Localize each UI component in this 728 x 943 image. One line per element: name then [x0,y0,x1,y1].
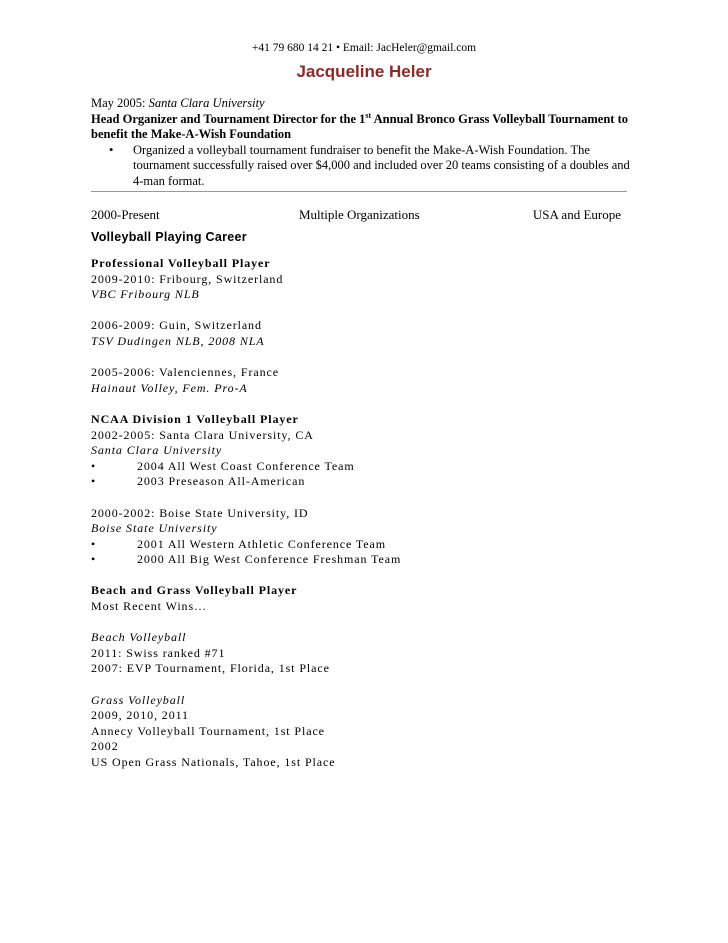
event-description: Organized a volleyball tournament fundraiser to benefit the Make-A-Wish Foundation. The tournament successfully raised over $4,000 and included over 20 teams consisting of a doubles and 4-man format. [133,142,630,188]
bullet-marker: • [109,142,114,157]
beach-title: Beach and Grass Volleyball Player [91,583,298,598]
event-bullet-item [109,143,631,190]
event-title: Head Organizer and Tournament Director for the 1st Annual Bronco Grass Volleyball Tournament to benefit the Make-A-Wish Foundation [91,110,628,141]
event-date-line [91,96,631,112]
list-item: • 2000 All Big West Conference Freshman Team [91,552,402,567]
pro-title: Professional Volleyball Player [91,256,271,270]
career-title: Volleyball Playing Career [91,230,247,244]
grass-years: 2009, 2010, 2011 [91,708,189,723]
grass-win: US Open Grass Nationals, Tahoe, 1st Place [91,755,336,769]
career-dates: 2000-Present [91,207,160,222]
guin-club: TSV Dudingen NLB, 2008 NLA [91,333,265,348]
fribourg-club: VBC Fribourg NLB [91,287,200,302]
boise-dates: 2000-2002: Boise State University, ID [91,505,309,520]
event-school: Santa Clara University [148,96,265,110]
guin-dates: 2006-2009: Guin, Switzerland [91,318,262,333]
grass-win: Annecy Volleyball Tournament, 1st Place [91,723,325,738]
boise-name: Boise State University [91,521,218,536]
valenciennes-dates: 2005-2006: Valenciennes, France [91,365,279,380]
valenciennes-club: Hainaut Volley, Fem. Pro-A [91,380,248,395]
recent-wins: Most Recent Wins… [91,599,207,614]
list-item: • 2004 All West Coast Conference Team [91,458,355,473]
ncaa-title: NCAA Division 1 Volleyball Player [91,411,299,426]
beach-win: 2007: EVP Tournament, Florida, 1st Place [91,661,330,676]
list-item: • 2001 All Western Athletic Conference Team [91,536,386,551]
candidate-name: Jacqueline Heler [296,62,432,81]
beach-win: 2011: Swiss ranked #71 [91,645,226,660]
section-divider [91,191,627,192]
contact-line: +41 79 680 14 21 • Email: JacHeler@gmail.com [251,42,477,54]
grass-subtitle: Grass Volleyball [91,692,186,707]
list-item: • 2003 Preseason All-American [91,474,306,489]
event-date: May 2005: [91,96,149,110]
career-header-row [91,207,621,225]
fribourg-dates: 2009-2010: Fribourg, Switzerland [91,271,284,286]
grass-years: 2002 [91,739,119,754]
scu-name: Santa Clara University [91,443,223,458]
scu-dates: 2002-2005: Santa Clara University, CA [91,427,314,442]
career-list [91,256,631,771]
career-location: USA and Europe [532,207,621,222]
beach-subtitle: Beach Volleyball [91,630,187,645]
career-org: Multiple Organizations [299,207,420,222]
event-section [91,96,631,189]
